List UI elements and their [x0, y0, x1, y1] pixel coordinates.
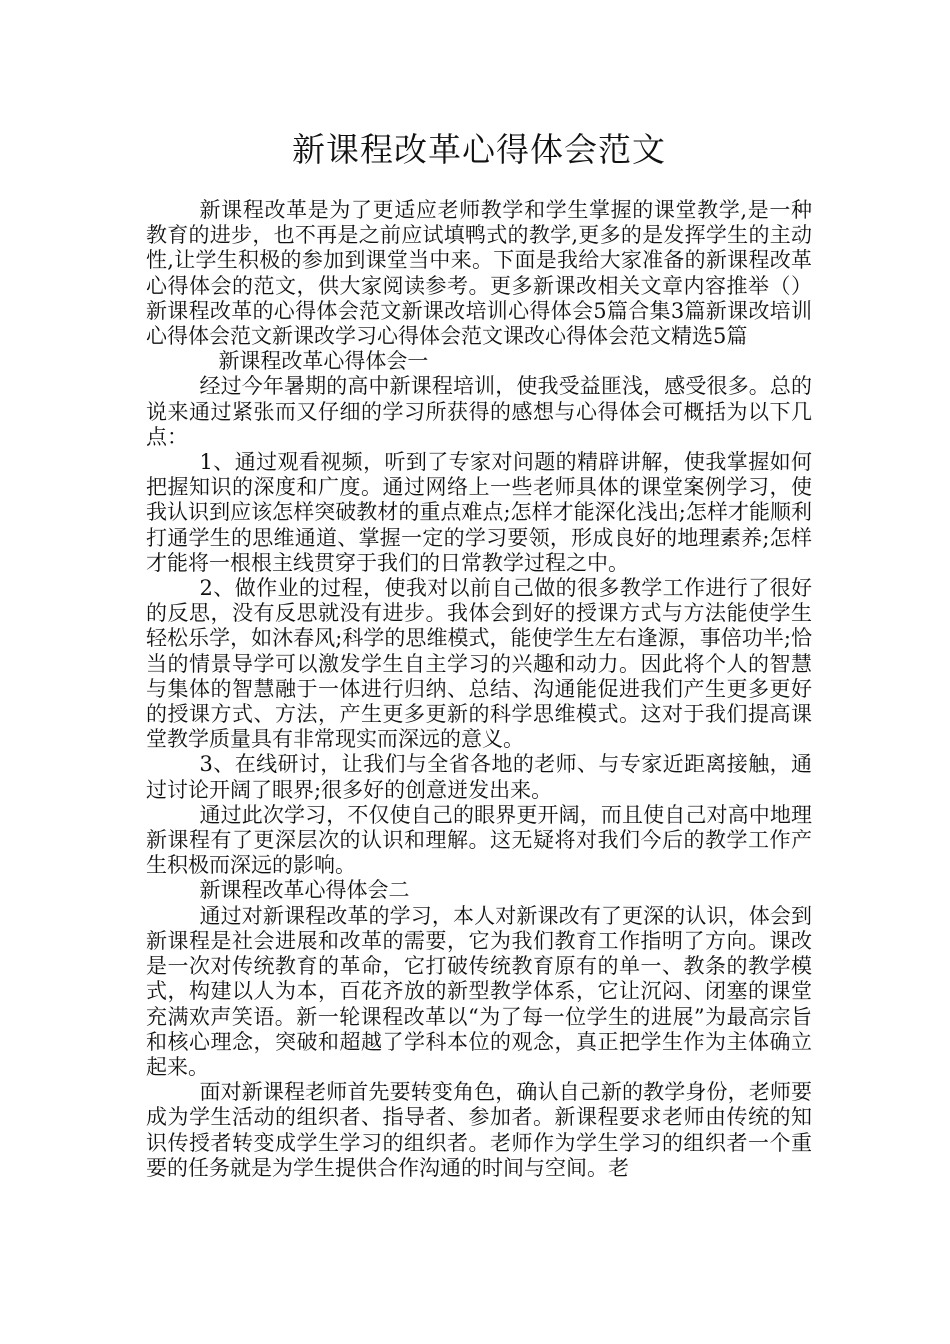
paragraph-intro: 新课程改革是为了更适应老师教学和学生掌握的课堂教学,是一种教育的进步，也不再是之前应试填鸭式的教学,更多的是发挥学生的主动性,让学生积极的参加到课堂当中来。下面是我给大家准备的新课程改革心得体会的范文，供大家阅读参考。更多新课改相关文章内容推举（）新课程改革的心得体会范文新课改培训心得体会5篇合集3篇新课改培训心得体会范文新课改学习心得体会范文课改心得体会范文精选5篇 [146, 198, 812, 349]
paragraph: 3、在线研讨，让我们与全省各地的老师、与专家近距离接触，通过讨论开阔了眼界;很多好的创意迸发出来。 [146, 752, 812, 802]
paragraph: 通过此次学习，不仅使自己的眼界更开阔，而且使自己对高中地理新课程有了更深层次的认识和理解。这无疑将对我们今后的教学工作产生积极而深远的影响。 [146, 802, 812, 878]
paragraph: 通过对新课程改革的学习，本人对新课改有了更深的认识，体会到新课程是社会进展和改革的需要，它为我们教育工作指明了方向。课改是一次对传统教育的革命，它打破传统教育原有的单一、教条的教学模式，构建以人为本，百花齐放的新型教学体系，它让沉闷、闭塞的课堂充满欢声笑语。新一轮课程改革以“为了每一位学生的进展”为最高宗旨和核心理念，突破和超越了学科本位的观念，真正把学生作为主体确立起来。 [146, 903, 812, 1079]
paragraph: 经过今年暑期的高中新课程培训，使我受益匪浅，感受很多。总的说来通过紧张而又仔细的学习所获得的感想与心得体会可概括为以下几点： [146, 374, 812, 449]
document-body [146, 198, 812, 1181]
section-heading-2: 新课程改革心得体会二 [199, 878, 410, 903]
paragraph: 1、通过观看视频，听到了专家对问题的精辟讲解，使我掌握如何把握知识的深度和广度。通过网络上一些老师具体的课堂案例学习，使我认识到应该怎样突破教材的重点难点;怎样才能深化浅出;怎样才能顺利打通学生的思维通道、掌握一定的学习要领，形成良好的地理素养;怎样才能将一根根主线贯穿于我们的日常教学过程之中。 [146, 450, 812, 575]
paragraph: 面对新课程老师首先要转变角色，确认自己新的教学身份，老师要成为学生活动的组织者、指导者、参加者。新课程要求老师由传统的知识传授者转变成学生学习的组织者。老师作为学生学习的组织者一个重要的任务就是为学生提供合作沟通的时间与空间。老 [146, 1080, 812, 1180]
document-title: 新课程改革心得体会范文 [292, 130, 666, 169]
paragraph: 2、做作业的过程，使我对以前自己做的很多教学工作进行了很好的反思，没有反思就没有进步。我体会到好的授课方式与方法能使学生轻松乐学，如沐春风;科学的思维模式，能使学生左右逢源，事倍功半;恰当的情景导学可以激发学生自主学习的兴趣和动力。因此将个人的智慧与集体的智慧融于一体进行归纳、总结、沟通能促进我们产生更多更好的授课方式、方法，产生更多更新的科学思维模式。这对于我们提高课堂教学质量具有非常现实而深远的意义。 [146, 576, 812, 752]
section-heading-1: 新课程改革心得体会一 [218, 349, 429, 374]
